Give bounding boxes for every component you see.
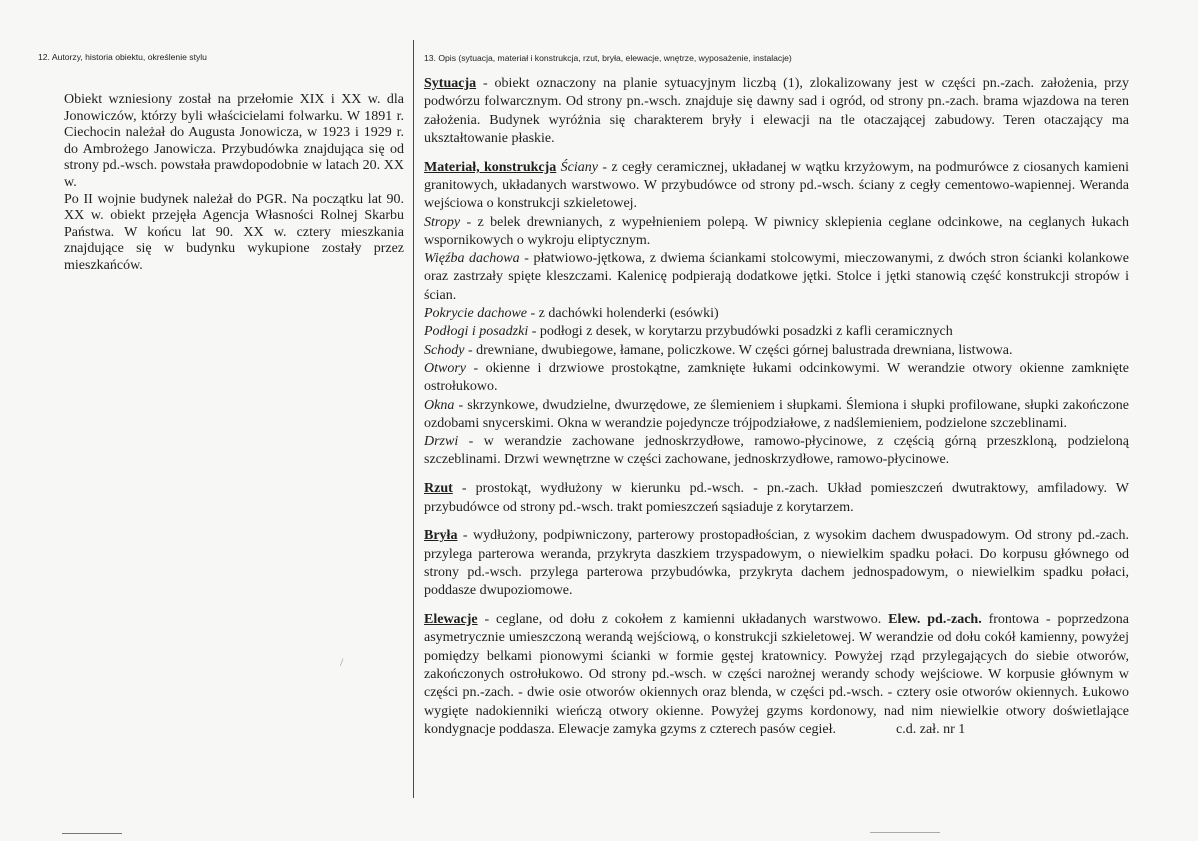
- item-text-schody: - drewniane, dwubiegowe, łamane, policzkowe. W części górnej balustrada drewniana, listwowa.: [464, 342, 1013, 358]
- bryla-heading: Bryła: [424, 528, 458, 544]
- elewacje-heading: Elewacje: [424, 612, 478, 628]
- item-label-okna: Okna: [424, 397, 455, 413]
- bryla-text: - wydłużony, podpiwniczony, parterowy prostopadłościan, z wysokim dachem dwuspadowym. Od strony pd.-zach. przylega parterowa weranda, przykryta daszkiem trzyspadowym, o niewielkim spadku połaci. Do korpusu głównego od strony pd.-wsch. przylega parterowa przybudówka, przykryta dachem jednospadowym, o niewielkim spadku połaci, poddasze dwupoziomowe.: [424, 528, 1129, 599]
- elewacje-text-a: - ceglane, od dołu z cokołem z kamienni układanych warstwowo.: [477, 612, 889, 628]
- section-material: [424, 159, 1129, 470]
- item-text-sciany: - z cegły ceramicznej, układanej w wątku krzyżowym, na podmurówce z ciosanych kamieni granitowych, układanych warstwowo. W przybudówce od strony pd.-wsch. ściany z cegły cementowo-wapiennej. Weranda wejściowa o konstrukcji szkieletowej.: [424, 159, 1129, 212]
- scan-artifact-line: [62, 833, 122, 834]
- history-paragraph-2: Po II wojnie budynek należał do PGR. Na początku lat 90. XX w. obiekt przejęła Agencja Własności Rolnej Skarbu Państwa. W końcu lat 90. XX w. cztery mieszkania znajdujące się w budynku wykupione zostały przez mieszkańców.: [64, 191, 404, 273]
- item-text-stropy: - z belek drewnianych, z wypełnieniem polepą. W piwnicy sklepienia ceglane odcinkowe, na ceglanych łukach wspornikowych o wykroju eliptycznym.: [424, 214, 1129, 248]
- scan-artifact-mark: /: [340, 655, 344, 669]
- material-item: [424, 305, 1129, 323]
- material-item: [424, 214, 1129, 251]
- item-label-stropy: Stropy: [424, 214, 461, 230]
- material-item: [424, 360, 1129, 397]
- sytuacja-heading: Sytuacja: [424, 76, 477, 91]
- section-elewacje: [424, 611, 1129, 739]
- item-text-pokrycie: - z dachówki holenderki (esówki): [527, 306, 719, 322]
- section-12-header: 12. Autorzy, historia obiektu, określenie stylu: [38, 52, 207, 62]
- item-label-wiezba: Więźba dachowa: [424, 251, 520, 267]
- section-bryla: [424, 527, 1129, 600]
- history-column: [64, 92, 404, 275]
- item-text-otwory: - okienne i drzwiowe prostokątne, zamknięte łukami odcinkowymi. W werandzie otwory okienne zamknięte ostrołukowo.: [424, 360, 1129, 395]
- scan-artifact-line: [870, 832, 940, 833]
- section-13-header: 13. Opis (sytuacja, materiał i konstrukcja, rzut, bryła, elewacje, wnętrze, wyposażenie, instalacje): [424, 53, 792, 63]
- item-label-sciany: Ściany: [560, 159, 598, 175]
- material-heading: Materiał, konstrukcja: [424, 159, 557, 175]
- item-text-okna: - skrzynkowe, dwudzielne, dwurzędowe, ze ślemieniem i słupkami. Ślemiona i słupki profilowane, słupki zakończone ozdobami snycerskimi. Okna w werandzie pojedyncze trójpodziałowe, z nadślemieniem, podzielone szczeblinami.: [424, 397, 1129, 431]
- elewacje-front-label: Elew. pd.-zach.: [888, 612, 982, 628]
- continuation-reference: c.d. zał. nr 1: [896, 721, 966, 737]
- item-text-podlogi: - podłogi z desek, w korytarzu przybudówki posadzki z kafli ceramicznych: [528, 324, 953, 340]
- description-column: [424, 75, 1129, 750]
- material-item: [424, 342, 1129, 360]
- material-item: [424, 397, 1129, 434]
- material-item: [424, 433, 1129, 470]
- section-rzut: [424, 480, 1129, 517]
- item-label-pokrycie: Pokrycie dachowe: [424, 306, 528, 322]
- sytuacja-text: - obiekt oznaczony na planie sytuacyjnym liczbą (1), zlokalizowany jest w części pn.-zach. założenia, przy podwórzu folwarcznym. Od strony pn.-wsch. znajduje się dawny sad i ogród, od strony pn.-zach. brama wjazdowa na teren założenia. Budynek wyróżnia się charakterem bryły i elewacji na tle otaczającej zabudowy. Teren otaczający ma ukształtowanie płaskie.: [424, 76, 1129, 146]
- section-sytuacja: [424, 75, 1129, 148]
- column-divider: [413, 40, 414, 798]
- material-item: [424, 323, 1129, 341]
- rzut-text: - prostokąt, wydłużony w kierunku pd.-wsch. - pn.-zach. Układ pomieszczeń dwutraktowy, amfiladowy. W przybudówce od strony pd.-wsch. trakt pomieszczeń sąsiaduje z korytarzem.: [424, 481, 1129, 515]
- item-label-podlogi: Podłogi i posadzki: [424, 324, 529, 340]
- elewacje-text-b: frontowa - poprzedzona asymetrycznie umieszczoną werandą wejściową, o konstrukcji szkieletowej. W werandzie od dołu cokół kamienny, powyżej pomiędzy belkami pionowymi ścianki w formie gęstej kratownicy. Powyżej rząd przylegających do siebie otworów, zakończonych ostrołukowo. Od strony pd.-wsch. w części narożnej werandy schody wejściowe. W korpusie głównym w części pn.-zach. - dwie osie otworów okiennych oraz blenda, w części pd.-wsch. - cztery osie otworów okiennych. Łukowo wygięte nadokienniki wieńczą otwory okienne. Powyżej gzyms kordonowy, nad nim niewielkie otwory doświetlające kondygnacje poddasza. Elewacje zamyka gzyms z czterech pasów cegieł.: [424, 612, 1130, 737]
- item-text-drzwi: - w werandzie zachowane jednoskrzydłowe, ramowo-płycinowe, z częścią górną przeszkloną, podzieloną szczeblinami. Drzwi wewnętrzne w części zachowane, jednoskrzydłowe, ramowo-płycinowe.: [424, 434, 1129, 468]
- material-item: [424, 250, 1129, 305]
- history-paragraph-1: Obiekt wzniesiony został na przełomie XIX i XX w. dla Jonowiczów, którzy byli właścicielami folwarku. W 1891 r. Ciechocin należał do Augusta Jonowicza, w 1923 i 1929 r. do Ambrożego Janowicza. Przybudówka znajdująca się od strony pd.-wsch. powstała prawdopodobnie w latach 20. XX w.: [64, 92, 404, 190]
- item-label-schody: Schody: [424, 342, 465, 358]
- item-text-wiezba: - płatwiowo-jętkowa, z dwiema ściankami stolcowymi, mieczowanymi, z dwóch stron ścianki kolankowe oraz zastrzały spięte kleszczami. Kalenicę podpierają dodatkowe jętki. Stolce i jętki stanowią część konstrukcji stropów i ścian.: [424, 251, 1129, 303]
- rzut-heading: Rzut: [424, 481, 453, 497]
- item-label-otwory: Otwory: [424, 360, 466, 376]
- item-label-drzwi: Drzwi: [424, 434, 459, 450]
